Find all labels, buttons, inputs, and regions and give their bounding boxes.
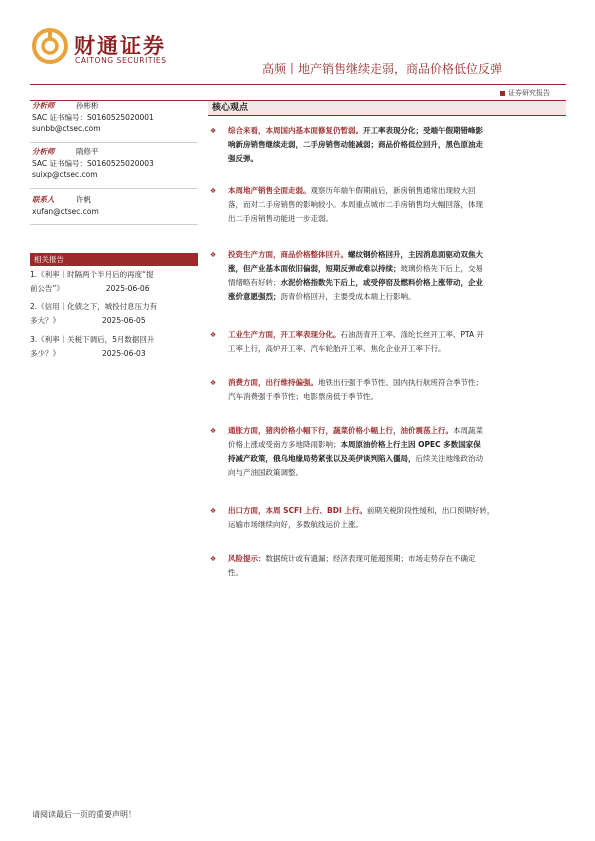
core-point-line <box>228 438 566 452</box>
core-point-line <box>228 262 566 276</box>
core-point-segment: 情绪略有好转； <box>228 278 281 287</box>
analyst-divider <box>30 142 198 143</box>
report-type-label <box>500 88 550 98</box>
core-point-line <box>228 276 566 290</box>
core-point-line <box>228 566 566 580</box>
core-point-text <box>210 248 566 304</box>
core-point-line <box>228 552 566 566</box>
core-point-segment: 性。 <box>228 568 243 577</box>
core-point-line <box>228 466 566 480</box>
core-view-heading: 核心观点 <box>208 101 566 115</box>
core-point-line <box>228 212 566 226</box>
core-point-text <box>210 504 566 532</box>
core-point <box>210 248 566 304</box>
logo-wordmark-en: CAITONG SECURITIES <box>75 56 167 65</box>
core-point-text <box>210 124 566 166</box>
core-point <box>210 376 566 404</box>
core-point-segment: 观察历年端午假期前后，新房销售通常出现较大回 <box>310 186 476 195</box>
related-report-date: 2025-06-05 <box>102 316 146 325</box>
core-point <box>210 424 566 480</box>
contact-role: 联系人 <box>32 195 55 204</box>
core-point-headline: 出口方面，本周 SCFI 上行、BDI 上行。 <box>228 506 367 515</box>
related-report-title-cont: 前公告”》 <box>30 284 64 293</box>
core-point-text <box>210 328 566 356</box>
diamond-bullet-icon: ❖ <box>210 331 217 339</box>
core-point-text <box>210 184 566 226</box>
core-point-segment: 涨价意愿强烈； <box>228 292 281 301</box>
analyst-block <box>32 146 154 181</box>
analyst-divider <box>30 224 198 225</box>
core-point-segment: 本周原油价格上行主因 OPEC 多数国家保 <box>340 440 481 449</box>
core-point-line <box>228 290 566 304</box>
analyst-email[interactable]: sunbb@ctsec.com <box>32 124 101 133</box>
core-point-headline: 风险提示： <box>228 554 266 563</box>
core-point-segment: 强反弹。 <box>228 154 258 163</box>
core-point-line <box>228 124 566 138</box>
core-point-segment: 石油沥青开工率、涤纶长丝开工率、PTA 开 <box>340 330 485 339</box>
core-point <box>210 124 566 166</box>
core-point-segment: 响新房销售继续走弱，二手房销售动能减弱；商品价格低位回升，黑色原油走 <box>228 140 483 149</box>
diamond-bullet-icon: ❖ <box>210 427 217 435</box>
core-point-headline: 投资生产方面，商品价格整体回升。 <box>228 250 348 259</box>
core-point-headline: 本周地产销售全面走弱。 <box>228 186 311 195</box>
related-report-title: 3.《利率｜关税下调后，5月数据回升 <box>30 335 155 344</box>
header-divider <box>30 84 566 85</box>
core-point <box>210 504 566 532</box>
core-point-line <box>228 452 566 466</box>
contact-name: 许帆 <box>76 195 91 204</box>
diamond-bullet-icon: ❖ <box>210 127 217 135</box>
core-point-segment: 向与产油国政策调整。 <box>228 468 303 477</box>
contact-block <box>32 194 99 217</box>
core-point-line <box>228 248 566 262</box>
diamond-bullet-icon: ❖ <box>210 507 217 515</box>
analyst-block <box>32 100 154 135</box>
related-report-title: 1.《利率｜时隔两个半月后的再度“提 <box>30 270 154 279</box>
core-point-segment: 前期关税阶段性缓和，出口预期好转， <box>366 506 495 515</box>
core-point-segment: 出二手房销售动能进一步走弱。 <box>228 214 333 223</box>
core-point-line <box>228 152 566 166</box>
core-point-segment: 数据统计或有遗漏；经济表现可能超预期；市场走势存在不确定 <box>265 554 476 563</box>
core-point-line <box>228 198 566 212</box>
contact-email[interactable]: xufan@ctsec.com <box>32 206 99 216</box>
core-point-text <box>210 376 566 404</box>
core-point <box>210 184 566 226</box>
core-point-line <box>228 390 566 404</box>
related-reports-heading: 相关报告 <box>30 253 198 266</box>
report-type-square-icon <box>500 91 505 96</box>
core-point-segment: 地铁出行强于季节性、国内执行航班符合季节性； <box>318 378 483 387</box>
core-point-segment: 运输市场继续向好，多数航线运价上涨。 <box>228 520 363 529</box>
core-point <box>210 552 566 580</box>
related-report-item[interactable] <box>30 268 200 296</box>
report-type-text: 证券研究报告 <box>508 89 550 97</box>
core-point-line <box>228 184 566 198</box>
disclaimer-note: 请阅读最后一页的重要声明！ <box>32 810 136 819</box>
related-report-title-cont: 多少？》 <box>30 349 60 358</box>
core-point-line <box>228 342 566 356</box>
logo-wordmark-cn: 财通证券 <box>74 34 166 58</box>
core-point-segment: 工率上行，高炉开工率、汽车轮胎开工率、焦化企业开工率下行。 <box>228 344 446 353</box>
core-point-line <box>228 504 566 518</box>
core-point-segment: 涨，但产业基本面依旧偏弱，短期反弹或难以持续； <box>228 264 401 273</box>
core-view-divider <box>208 115 566 116</box>
core-point <box>210 328 566 356</box>
core-point-segment: 汽车消费强于季节性；电影票房低于季节性。 <box>228 392 378 401</box>
analyst-name: 隋修平 <box>76 147 99 156</box>
core-point-line <box>228 328 566 342</box>
core-point-segment: 后续关注地缘政治动 <box>415 454 483 463</box>
core-point-line <box>228 376 566 390</box>
related-report-item[interactable] <box>30 300 200 328</box>
analyst-role: 分析师 <box>32 101 55 110</box>
related-report-date: 2025-06-03 <box>102 349 146 358</box>
core-point-line <box>228 518 566 532</box>
core-point-text <box>210 424 566 480</box>
related-report-title: 2.《信用｜化债之下，城投付息压力有 <box>30 302 158 311</box>
core-point-segment: 玻璃价格先下后上，交易 <box>400 264 483 273</box>
core-point-headline: 综合来看，本周国内基本面修复仍暂弱。 <box>228 126 363 135</box>
analyst-role: 分析师 <box>32 147 55 156</box>
core-point-segment: 水泥价格指数先下后上，或受停窑及燃料价格上涨带动，企业 <box>280 278 483 287</box>
diamond-bullet-icon: ❖ <box>210 187 217 195</box>
analyst-name: 孙彬彬 <box>76 101 99 110</box>
core-point-headline: 通胀方面，猪肉价格小幅下行，蔬菜价格小幅上行，油价震荡上行。 <box>228 426 453 435</box>
core-point-segment: 价格上涨或受南方多地降雨影响； <box>228 440 341 449</box>
caitong-logo-icon <box>32 28 68 64</box>
analyst-divider <box>30 188 198 189</box>
core-point-headline: 工业生产方面，开工率表现分化。 <box>228 330 341 339</box>
core-point-segment: 螺纹钢价格回升，主因消息面驱动双焦大 <box>348 250 483 259</box>
related-report-title-cont: 多大？》 <box>30 316 60 325</box>
core-point-text <box>210 552 566 580</box>
diamond-bullet-icon: ❖ <box>210 555 217 563</box>
diamond-bullet-icon: ❖ <box>210 251 217 259</box>
core-point-segment: 开工率表现分化；受端午假期错峰影 <box>363 126 483 135</box>
core-point-segment: 落，而对二手房销售的影响较小。本周重点城市二手房销售均大幅回落，体现 <box>228 200 483 209</box>
core-point-line <box>228 138 566 152</box>
analyst-cert: SAC 证书编号：S0160525020003 <box>32 158 154 168</box>
related-report-item[interactable] <box>30 333 200 361</box>
core-point-segment: 沥青价格回升，主要受成本端上行影响。 <box>280 292 416 301</box>
related-report-date: 2025-06-06 <box>105 284 150 293</box>
report-title: 高频丨地产销售继续走弱，商品价格低位反弹 <box>262 62 503 76</box>
diamond-bullet-icon: ❖ <box>210 379 217 387</box>
analyst-email[interactable]: suixp@ctsec.com <box>32 170 98 179</box>
analyst-cert: SAC 证书编号：S0160525020001 <box>32 112 154 122</box>
core-point-headline: 消费方面，出行维持偏强。 <box>228 378 318 387</box>
core-point-segment: 本周蔬菜 <box>453 426 483 435</box>
core-point-line <box>228 424 566 438</box>
core-point-segment: 持减产政策，俄乌地缘局势紧张以及美伊谈判陷入僵局， <box>228 454 416 463</box>
